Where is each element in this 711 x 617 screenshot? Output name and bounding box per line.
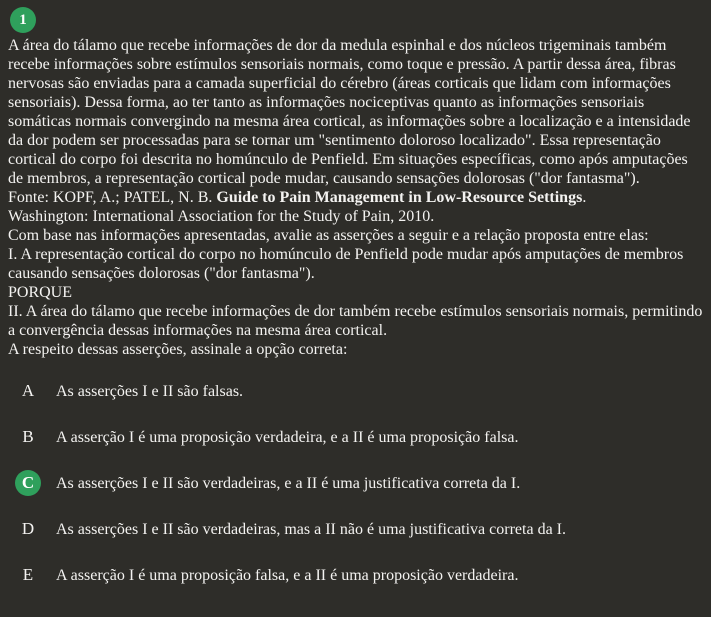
option-row-a[interactable] bbox=[8, 368, 705, 414]
option-text-d: As asserções I e II são verdadeiras, mas a II não é uma justificativa correta da I. bbox=[56, 520, 566, 538]
assertion-2: II. A área do tálamo que recebe informações de dor também recebe estímulos sensoriais normais, permitindo a convergência dessas informações na mesma área cortical. bbox=[8, 303, 703, 339]
source-title: Guide to Pain Management in Low-Resource Settings bbox=[216, 189, 583, 206]
option-text-b: A asserção I é uma proposição verdadeira, e a II é uma proposição falsa. bbox=[56, 428, 519, 446]
option-text-e: A asserção I é uma proposição falsa, e a II é uma proposição verdadeira. bbox=[56, 566, 519, 584]
question-instruction: Com base nas informações apresentadas, avalie as asserções a seguir e a relação proposta entre elas: bbox=[8, 227, 649, 244]
option-row-e[interactable] bbox=[8, 552, 705, 598]
question-body: A área do tálamo que recebe informações de dor da medula espinhal e dos núcleos trigeminais também recebe informações sobre estímulos sensoriais normais, como toque e pressão. A partir dessa área, fibras nervosas são enviadas para a camada superficial do cérebro (áreas corticais que lidam com informações sensoriais). Dessa forma, ao ter tanto as informações nociceptivas quanto as informações sensoriais somáticas normais convergindo na mesma área cortical, as informações sobre a localização e a intensidade da dor podem ser processadas para se tornar um "sentimento doloroso localizado". Essa representação cortical do corpo foi descrita no homúnculo de Penfield. Em situações específicas, como após amputações de membros, a representação cortical pode mudar, causando sensações dolorosas ("dor fantasma"). bbox=[8, 37, 691, 187]
question-source-line2: Washington: International Association for the Study of Pain, 2010. bbox=[8, 208, 435, 225]
question-text bbox=[8, 36, 705, 359]
question-source bbox=[8, 188, 705, 207]
source-prefix: Fonte: KOPF, A.; PATEL, N. B. bbox=[8, 189, 217, 206]
option-letter-a: A bbox=[21, 381, 35, 400]
option-row-b[interactable] bbox=[8, 414, 705, 460]
options-list bbox=[8, 368, 705, 598]
option-letter-d: D bbox=[21, 519, 35, 538]
option-text-a: As asserções I e II são falsas. bbox=[56, 382, 244, 400]
source-suffix: . bbox=[582, 189, 587, 206]
option-letter-b: B bbox=[22, 427, 34, 446]
question-number-badge: 1 bbox=[10, 7, 36, 33]
option-letter-e: E bbox=[22, 565, 34, 584]
option-row-c[interactable] bbox=[8, 460, 705, 506]
assertion-1: I. A representação cortical do corpo no homúnculo de Penfield pode mudar após amputações de membros causando sensações dolorosas ("dor fantasma"). bbox=[8, 246, 684, 282]
option-letter-c: C bbox=[15, 470, 41, 496]
assertion-connector: PORQUE bbox=[8, 284, 73, 301]
option-row-d[interactable] bbox=[8, 506, 705, 552]
question-prompt: A respeito dessas asserções, assinale a opção correta: bbox=[8, 341, 348, 358]
option-text-c: As asserções I e II são verdadeiras, e a II é uma justificativa correta da I. bbox=[56, 474, 521, 492]
